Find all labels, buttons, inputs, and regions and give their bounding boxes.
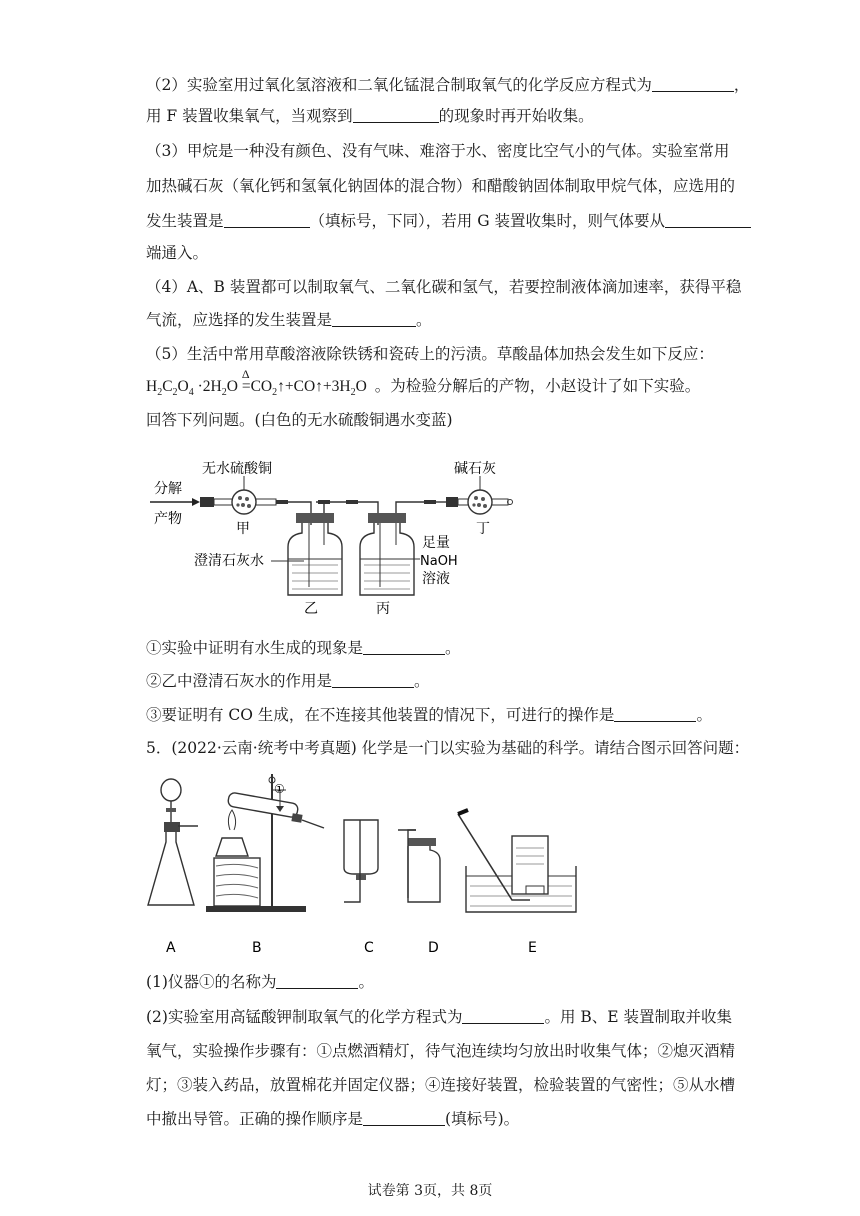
label-naoh: NaOH	[420, 554, 458, 569]
q5-heading: 5．(2022·云南·统考中考真题) 化学是一门以实验为基础的科学。请结合图示回答问题：	[146, 739, 750, 757]
answer-blank[interactable]	[665, 211, 751, 228]
q4-part2-line1: （2）实验室用过氧化氢溶液和二氧化锰混合制取氧气的化学反应方程式为 ，	[146, 76, 750, 94]
answer-blank[interactable]	[353, 106, 439, 123]
decomposition-apparatus-figure	[146, 455, 526, 620]
q4-part3-line2: 加热碱石灰（氧化钙和氢氧化钠固体的混合物）和醋酸钠固体制取甲烷气体，应选用的	[146, 177, 736, 195]
apparatus-d	[398, 830, 440, 902]
q4-sub3: ③要证明有 CO 生成，在不连接其他装置的情况下，可进行的操作是 。	[146, 706, 712, 724]
page-footer: 试卷第 3页，共 8页	[367, 1183, 493, 1199]
label-jia: 甲	[236, 521, 250, 537]
q4-part5-equation-line: $H_2C_2O_4 \cdot 2H_2O$ Δ $=CO_2↑+CO↑+3H_2O$ 。为检验分解后的产物，小赵设计了如下实验。	[146, 367, 701, 399]
q5-sub2-line2: 氧气，实验操作步骤有：①点燃酒精灯，待气泡连续均匀放出时收集气体；②熄灭酒精	[146, 1042, 736, 1060]
answer-blank[interactable]	[652, 75, 734, 92]
answer-blank[interactable]	[332, 310, 416, 327]
label-a: A	[166, 940, 176, 956]
answer-blank[interactable]	[363, 1109, 445, 1126]
answer-blank[interactable]	[276, 972, 358, 989]
label-zuliang: 足量	[422, 535, 450, 551]
label-b: B	[252, 940, 262, 956]
label-cuso4: 无水硫酸铜	[202, 461, 272, 477]
q5-sub1: (1)仪器①的名称为 。	[146, 973, 374, 991]
label-bing: 丙	[376, 601, 390, 617]
q4-part4-line1: （4）A、B 装置都可以制取氧气、二氧化碳和氢气，若要控制液体滴加速率，获得平稳	[146, 278, 742, 296]
q4-part5-line3: 回答下列问题。(白色的无水硫酸铜遇水变蓝)	[146, 411, 453, 429]
apparatus-b	[206, 774, 324, 912]
label-ding: 丁	[476, 521, 490, 537]
label-mark1: ①	[274, 782, 285, 796]
q4-part4-line2: 气流，应选择的发生装置是 。	[146, 311, 432, 329]
apparatus-e	[458, 810, 576, 912]
bottle-bing	[360, 513, 414, 595]
q4-sub1: ①实验中证明有水生成的现象是 。	[146, 639, 461, 657]
apparatus-c	[344, 820, 378, 902]
q4-part2-line2: 用 F 装置收集氧气，当观察到 的现象时再开始收集。	[146, 107, 594, 125]
bottle-yi	[288, 513, 342, 595]
label-yi: 乙	[304, 601, 318, 617]
chemical-equation: $H_2C_2O_4 \cdot 2H_2O$ Δ $=CO_2↑+CO↑+3H_2O$	[146, 367, 367, 399]
q4-sub2: ②乙中澄清石灰水的作用是 。	[146, 672, 430, 690]
q4-part3-line4: 端通入。	[146, 244, 209, 262]
label-chanwu: 产物	[154, 511, 182, 527]
answer-blank[interactable]	[614, 705, 696, 722]
q4-part3-line1: （3）甲烷是一种没有颜色、没有气味、难溶于水、密度比空气小的气体。实验室常用	[146, 142, 730, 160]
drying-tube-ding	[446, 490, 513, 514]
answer-blank[interactable]	[462, 1007, 544, 1024]
q5-sub2-line4: 中撤出导管。正确的操作顺序是 (填标号)。	[146, 1110, 520, 1128]
label-c: C	[364, 940, 374, 956]
label-limewater: 澄清石灰水	[194, 553, 264, 569]
apparatus-a	[148, 779, 198, 905]
label-d: D	[428, 940, 439, 956]
q4-part5-line1: （5）生活中常用草酸溶液除铁锈和瓷砖上的污渍。草酸晶体加热会发生如下反应：	[146, 345, 714, 363]
label-fenjie: 分解	[154, 481, 182, 497]
answer-blank[interactable]	[363, 638, 445, 655]
label-e: E	[528, 940, 537, 956]
drying-tube-jia	[200, 490, 276, 514]
q5-sub2-line1: (2)实验室用高锰酸钾制取氧气的化学方程式为 。用 B、E 装置制取并收集	[146, 1008, 733, 1026]
q5-sub2-line3: 灯；③装入药品，放置棉花并固定仪器；④连接好装置，检验装置的气密性；⑤从水槽	[146, 1076, 736, 1094]
answer-blank[interactable]	[332, 671, 414, 688]
q4-part3-line3: 发生装置是 （填标号，下同），若用 G 装置收集时，则气体要从	[146, 210, 751, 232]
lab-apparatus-figure	[146, 770, 586, 960]
label-rongye: 溶液	[422, 571, 450, 587]
answer-blank[interactable]	[224, 211, 310, 228]
label-jianshihui: 碱石灰	[454, 461, 496, 477]
